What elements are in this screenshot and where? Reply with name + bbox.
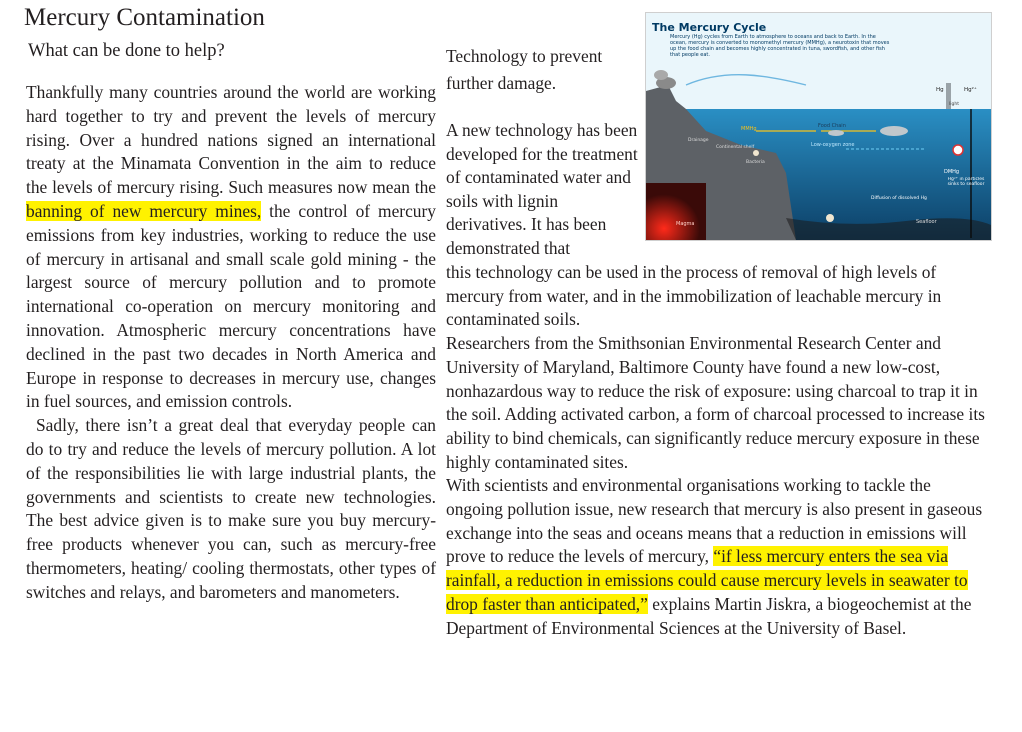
text-segment: the control of mercury emissions from key industries, working to reduce the use of mercury in artisanal and small scale gold mining - the largest source of mercury pollution and to promote international co-operation on mercury monitoring and innovation. Atmospheric mercury concentrations have declined in the past two decades in North America and Europe in response to decreases in mercury use, changes in fuel sources, and emission controls. — [26, 200, 436, 412]
volcano-plume — [654, 70, 668, 80]
bacteria-icon — [753, 150, 759, 156]
paragraph-treaty — [26, 81, 436, 414]
fish-icon — [828, 130, 844, 136]
bacteria-icon — [826, 214, 834, 222]
label-light: light — [949, 102, 959, 107]
label-dmhg: DMHg — [944, 169, 960, 175]
highlighted-quote: “if less mercury enters the sea via rainfall, a reduction in emissions could cause mercury levels in seawater to drop faster than anticipated,” — [446, 546, 968, 614]
mercury-cycle-diagram — [646, 13, 991, 240]
label-seafloor: Seafloor — [916, 219, 937, 225]
label-low-oxygen: Low-oxygen zone — [811, 142, 855, 148]
paragraph-charcoal: Researchers from the Smithsonian Environmental Research Center and University of Maryland, Baltimore County have found a new low-cost, nonhazardous way to reduce the risk of exposure: using charcoal to trap it in the soil. Adding activated carbon, a form of charcoal processed to increase its ability to bind chemicals, can significantly reduce mercury exposure in these highly contaminated sites. — [446, 333, 985, 472]
text-segment: With scientists and environmental organisations working to tackle the ongoing pollution issue, new research that mercury is also present in gaseous exchange into the seas and oceans means that a reduction in emissions will prove to reduce the levels of mercury, — [446, 475, 983, 567]
figure-caption — [670, 34, 890, 74]
label-hg: Hg — [936, 87, 944, 93]
label-food-chain: Food Chain — [818, 123, 846, 129]
label-continental-shelf: Continental shelf — [716, 145, 755, 150]
paragraph-technology-narrow — [446, 119, 641, 261]
right-column-wide — [446, 261, 991, 640]
label-drainage: Drainage — [688, 138, 709, 143]
section-heading: Technology to prevent further damage. — [446, 46, 603, 93]
figure-title: The Mercury Cycle — [652, 21, 767, 34]
paragraph-technology-cont: this technology can be used in the process of removal of high levels of mercury from water, and in the immobilization of leachable mercury in contaminated soils. — [446, 262, 942, 330]
label-diffusion: Diffusion of dissolved Hg — [871, 196, 927, 201]
magma-chamber — [646, 183, 706, 240]
mercury-cycle-figure — [645, 12, 992, 241]
figure-caption-text: Mercury (Hg) cycles from Earth to atmosphere to oceans and back to Earth. In the ocean, mercury is converted to monomethyl mercury (MMHg), a neurotoxin that moves up the food chain and becomes highly concentrated in tuna, swordfish, and other fish that people eat. — [670, 34, 890, 58]
text-segment: explains Martin Jiskra, a biogeochemist at the Department of Environmental Sciences at the University of Basel. — [446, 593, 972, 638]
highlighted-text: banning of new mercury mines, — [26, 200, 262, 221]
label-mmhg: MMHg — [741, 126, 757, 132]
section-subtitle: What can be done to help? — [28, 41, 225, 61]
bacteria-icon — [953, 145, 963, 155]
page-title: Mercury Contamination — [24, 4, 265, 31]
left-column — [26, 81, 436, 605]
label-hg2: Hg²⁺ — [964, 87, 977, 93]
label-magma: Magma — [676, 221, 695, 227]
paragraph-advice: Sadly, there isn’t a great deal that everyday people can do to try and reduce the levels of mercury pollution. A lot of the responsibilities lie with large industrial plants, the governments and scientists to create new technologies. The best advice given is to make sure you buy mercury-free products whenever you can, such as mercury-free thermometers, heating/ cooling thermostats, other types of switches and relays, and barometers and manometers. — [26, 415, 436, 602]
label-hg-particles-text: Hg²⁺ in particles sinks to seafloor — [947, 177, 985, 187]
paragraph-text: A new technology has been developed for the treatment of contaminated water and soils with lignin derivatives. It has been demonstrated that — [446, 120, 638, 258]
label-hg-particles — [942, 177, 990, 203]
text-segment: Thankfully many countries around the world are working hard together to try and prevent the levels of mercury rising. Over a hundred nations signed an international treaty at the Minamata Convention in the aim to reduce the levels of mercury rising. Such measures now mean the — [26, 82, 436, 198]
paragraph-research — [446, 474, 991, 640]
label-bacteria: Bacteria — [746, 160, 765, 165]
tuna-icon — [880, 126, 908, 136]
